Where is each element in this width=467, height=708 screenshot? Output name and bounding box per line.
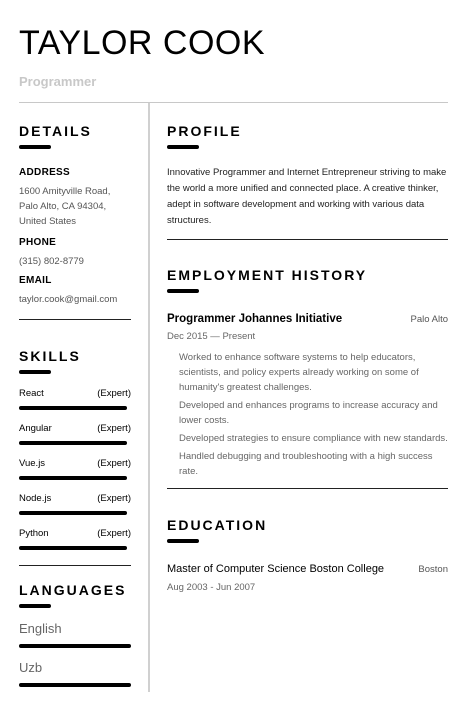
language-name: Uzb (19, 660, 43, 675)
education-section (167, 517, 448, 593)
skill-bar (19, 511, 127, 515)
skill-name: Angular (19, 423, 52, 434)
skill-item (19, 528, 131, 550)
job-bullet: Developed strategies to ensure compliance with new standards. (179, 433, 448, 444)
details-title: DETAILS (19, 123, 92, 139)
language-bar (19, 644, 131, 648)
education-underline (167, 539, 199, 543)
skills-divider (19, 565, 131, 566)
skill-level: (Expert) (97, 423, 131, 434)
skill-name: Vue.js (19, 458, 46, 469)
skill-bar (19, 476, 127, 480)
skill-level: (Expert) (97, 458, 131, 469)
details-underline (19, 145, 51, 149)
job-bullet: Developed and enhances programs to increase accuracy and lower costs. (179, 400, 438, 426)
profile-text: Innovative Programmer and Internet Entrepreneur striving to make the world a more unified and connected place. A creative thinker, adept in software development and working with various data structures. (167, 167, 447, 226)
left-column (19, 123, 131, 687)
skill-name: Node.js (19, 493, 52, 504)
job-location: Palo Alto (410, 314, 448, 325)
job-bullet: Worked to enhance software systems to help educators, scientists, and policy experts already working on some of humanity's greatest challenges. (179, 352, 419, 393)
skill-item (19, 458, 131, 480)
address-line: 1600 Amityville Road, (19, 186, 111, 197)
email-address: taylor.cook@gmail.com (19, 294, 118, 305)
languages-underline (19, 604, 51, 608)
job-dates: Dec 2015 — Present (167, 331, 256, 342)
skills-title: SKILLS (19, 348, 81, 364)
job-role: Programmer (19, 74, 97, 89)
skills-section (19, 348, 131, 550)
language-item (19, 621, 131, 648)
employment-underline (167, 289, 199, 293)
employment-divider (167, 488, 448, 489)
skill-bar (19, 441, 127, 445)
employment-section (167, 267, 448, 479)
skill-bar (19, 546, 127, 550)
profile-divider (167, 239, 448, 240)
phone-number: (315) 802-8779 (19, 256, 84, 267)
language-bar (19, 683, 131, 687)
profile-underline (167, 145, 199, 149)
education-title: EDUCATION (167, 517, 268, 533)
skill-item (19, 388, 131, 410)
person-name: TAYLOR COOK (19, 24, 266, 62)
right-column (167, 123, 448, 593)
education-location: Boston (418, 564, 448, 575)
email-label: EMAIL (19, 275, 52, 286)
phone-label: PHONE (19, 237, 57, 248)
languages-title: LANGUAGES (19, 582, 127, 598)
address-line: United States (19, 216, 77, 227)
skill-level: (Expert) (97, 493, 131, 504)
skill-name: React (19, 388, 44, 399)
education-degree: Master of Computer Science Boston College (167, 563, 385, 575)
skills-underline (19, 370, 51, 374)
skill-item (19, 423, 131, 445)
education-entry (167, 563, 448, 593)
skill-level: (Expert) (97, 528, 131, 539)
job-bullets (179, 350, 448, 479)
skill-item (19, 493, 131, 515)
profile-section (167, 123, 448, 229)
education-dates: Aug 2003 - Jun 2007 (167, 582, 256, 593)
profile-title: PROFILE (167, 123, 242, 139)
details-section (19, 123, 131, 307)
language-item (19, 660, 131, 687)
job-bullet: Handled debugging and troubleshooting with a high success rate. (179, 451, 433, 477)
address-label: ADDRESS (19, 167, 70, 178)
job-entry (167, 313, 448, 479)
resume-header (19, 26, 265, 89)
header-divider (19, 102, 448, 103)
job-title: Programmer Johannes Initiative (167, 313, 343, 325)
skill-level: (Expert) (97, 388, 131, 399)
column-separator (148, 103, 150, 692)
employment-title: EMPLOYMENT HISTORY (167, 267, 368, 283)
address-line: Palo Alto, CA 94304, (19, 201, 107, 212)
skill-bar (19, 406, 127, 410)
address-text (19, 184, 131, 229)
language-name: English (19, 621, 62, 636)
details-divider (19, 319, 131, 320)
languages-section (19, 582, 131, 687)
skill-name: Python (19, 528, 49, 539)
